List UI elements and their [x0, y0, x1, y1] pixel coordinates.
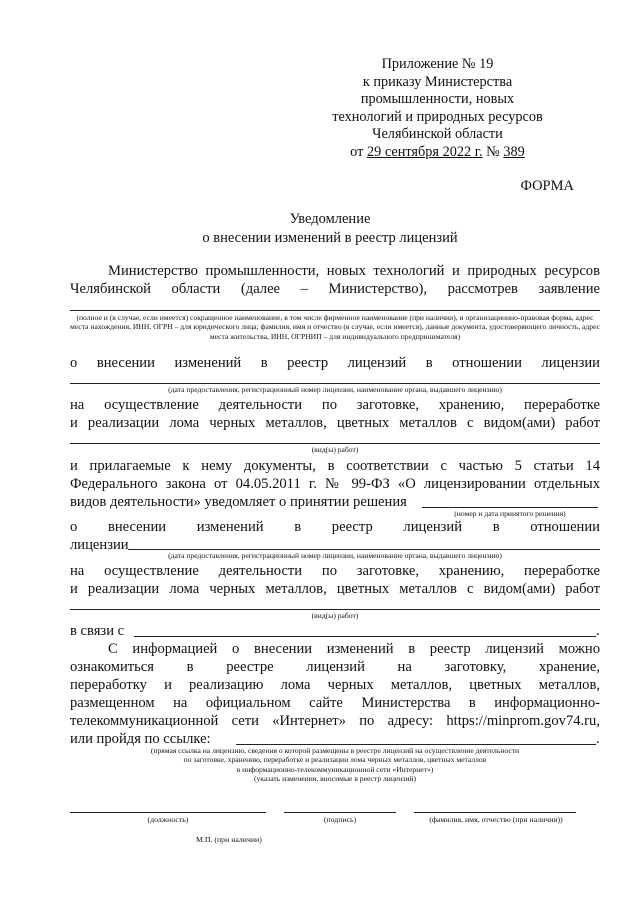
- order-date: 29 сентября 2022 г.: [366, 143, 483, 160]
- header-line-2: к приказу Министерства: [362, 73, 513, 90]
- decision-line: [422, 507, 598, 508]
- link-line: [236, 744, 596, 745]
- para2-line: о внесении изменений в реестр лицензий в отношении лицензии: [70, 355, 600, 371]
- hint-decision: (номер и дата принятого решения): [454, 509, 566, 518]
- para3-line2: и реализации лома черных металлов, цветных металлов с видом(ами) работ: [70, 415, 600, 431]
- title-line-2: о внесении изменений в реестр лицензий: [202, 230, 458, 246]
- hint-work-types-1: (вид(ы) работ): [311, 445, 359, 454]
- reason-period: .: [596, 623, 600, 639]
- para5-line2: лицензии: [70, 537, 129, 553]
- reason-line: [134, 636, 596, 637]
- para8-line4: размещенном на официальном сайте Министерства в информационно-: [70, 695, 600, 711]
- header-line-1: Приложение № 19: [381, 56, 494, 72]
- header-line-5: Челябинской области: [372, 126, 503, 143]
- para7-line: в связи с: [70, 623, 125, 639]
- para1-line2: Челябинской области (далее – Министерство), рассмотрев заявление: [70, 281, 600, 297]
- full-name-line: [414, 812, 576, 813]
- hint-link: [70, 746, 600, 784]
- hint-link-line2: по заготовке, хранению, переработке и реализации лома черных металлов, цветных металлов: [183, 755, 487, 765]
- hint-link-line3: в информационно-телекоммуникационной сети «Интернет»): [236, 764, 434, 774]
- para6-line1: на осуществление деятельности по заготовке, хранению, переработке: [70, 563, 600, 579]
- applicant-line: [70, 310, 600, 311]
- para8-line1: С информацией о внесении изменений в реестр лицензий можно: [108, 641, 600, 657]
- position-label: (должность): [147, 815, 189, 824]
- stamp-label: М.П. (при наличии): [196, 835, 262, 844]
- hint-license-2: (дата предоставления, регистрационный номер лицензии, наименование органа, выдавшего лицензию): [168, 551, 502, 560]
- appendix-header: [300, 56, 575, 162]
- signature-line: [284, 812, 396, 813]
- hint-work-types-2: (вид(ы) работ): [311, 611, 359, 620]
- para5-line1: о внесении изменений в реестр лицензий в отношении: [70, 519, 600, 535]
- para8-line6: или пройдя по ссылке:: [70, 731, 211, 747]
- header-line-3: промышленности, новых: [360, 91, 515, 108]
- header-date-line: от 29 сентября 2022 г. № 389: [350, 143, 525, 160]
- hint-link-line4: (указать изменения, вносимые в реестр лицензий): [253, 774, 417, 784]
- header-line-4: технологий и природных ресурсов: [332, 108, 543, 125]
- title-line-1: Уведомление: [289, 211, 371, 227]
- para1-line1: Министерство промышленности, новых технологий и природных ресурсов: [108, 263, 600, 279]
- work-types-line-2: [70, 609, 600, 610]
- para4-line2: Федерального закона от 04.05.2011 г. № 99-ФЗ «О лицензировании отдельных: [70, 476, 600, 492]
- para6-line2: и реализации лома черных металлов, цветных металлов с видом(ами) работ: [70, 581, 600, 597]
- para3-line1: на осуществление деятельности по заготовке, хранению, переработке: [70, 397, 600, 413]
- link-period: .: [596, 731, 600, 747]
- signature-label: (подпись): [323, 815, 357, 824]
- para8-line2: ознакомиться в реестре лицензий на заготовку, хранение,: [70, 659, 600, 675]
- position-line: [70, 812, 266, 813]
- hint-applicant: (полное и (в случае, если имеется) сокращенное наименование, в том числе фирменное наименование (при наличии), и организационно-правовая форма, адрес места нахождения, ИНН, ОГРН – для юридического лица; фамилия, имя и отчество (в случае, если имеется), данные документа, удостоверяющего личность, адрес места жительства, ИНН, ОГРНИП – для индивидуального предпринимателя): [70, 313, 601, 341]
- para8-line5: телекоммуникационной сети «Интернет» по адресу: https://minprom.gov74.ru,: [70, 713, 600, 729]
- hint-license-1: (дата предоставления, регистрационный номер лицензии, наименование органа, выдавшего лицензию): [168, 385, 502, 394]
- order-number: 389: [503, 143, 525, 160]
- para8-line3: переработку и реализацию лома черных металлов, цветных металлов,: [70, 677, 600, 693]
- license-line-1: [70, 383, 600, 384]
- document-title: [60, 210, 600, 248]
- license-line-2: [128, 549, 600, 550]
- para4-line1: и прилагаемые к нему документы, в соответствии с частью 5 статьи 14: [70, 458, 600, 474]
- hint-link-line1: (прямая ссылка на лицензию, сведения о которой размещены в реестре лицензий на осуществление деятельности: [150, 746, 520, 755]
- para4-line3: видов деятельности» уведомляет о принятии решения: [70, 494, 407, 510]
- full-name-label: (фамилия, имя, отчество (при наличии)): [429, 815, 563, 824]
- form-label: ФОРМА: [520, 178, 574, 194]
- work-types-line-1: [70, 443, 600, 444]
